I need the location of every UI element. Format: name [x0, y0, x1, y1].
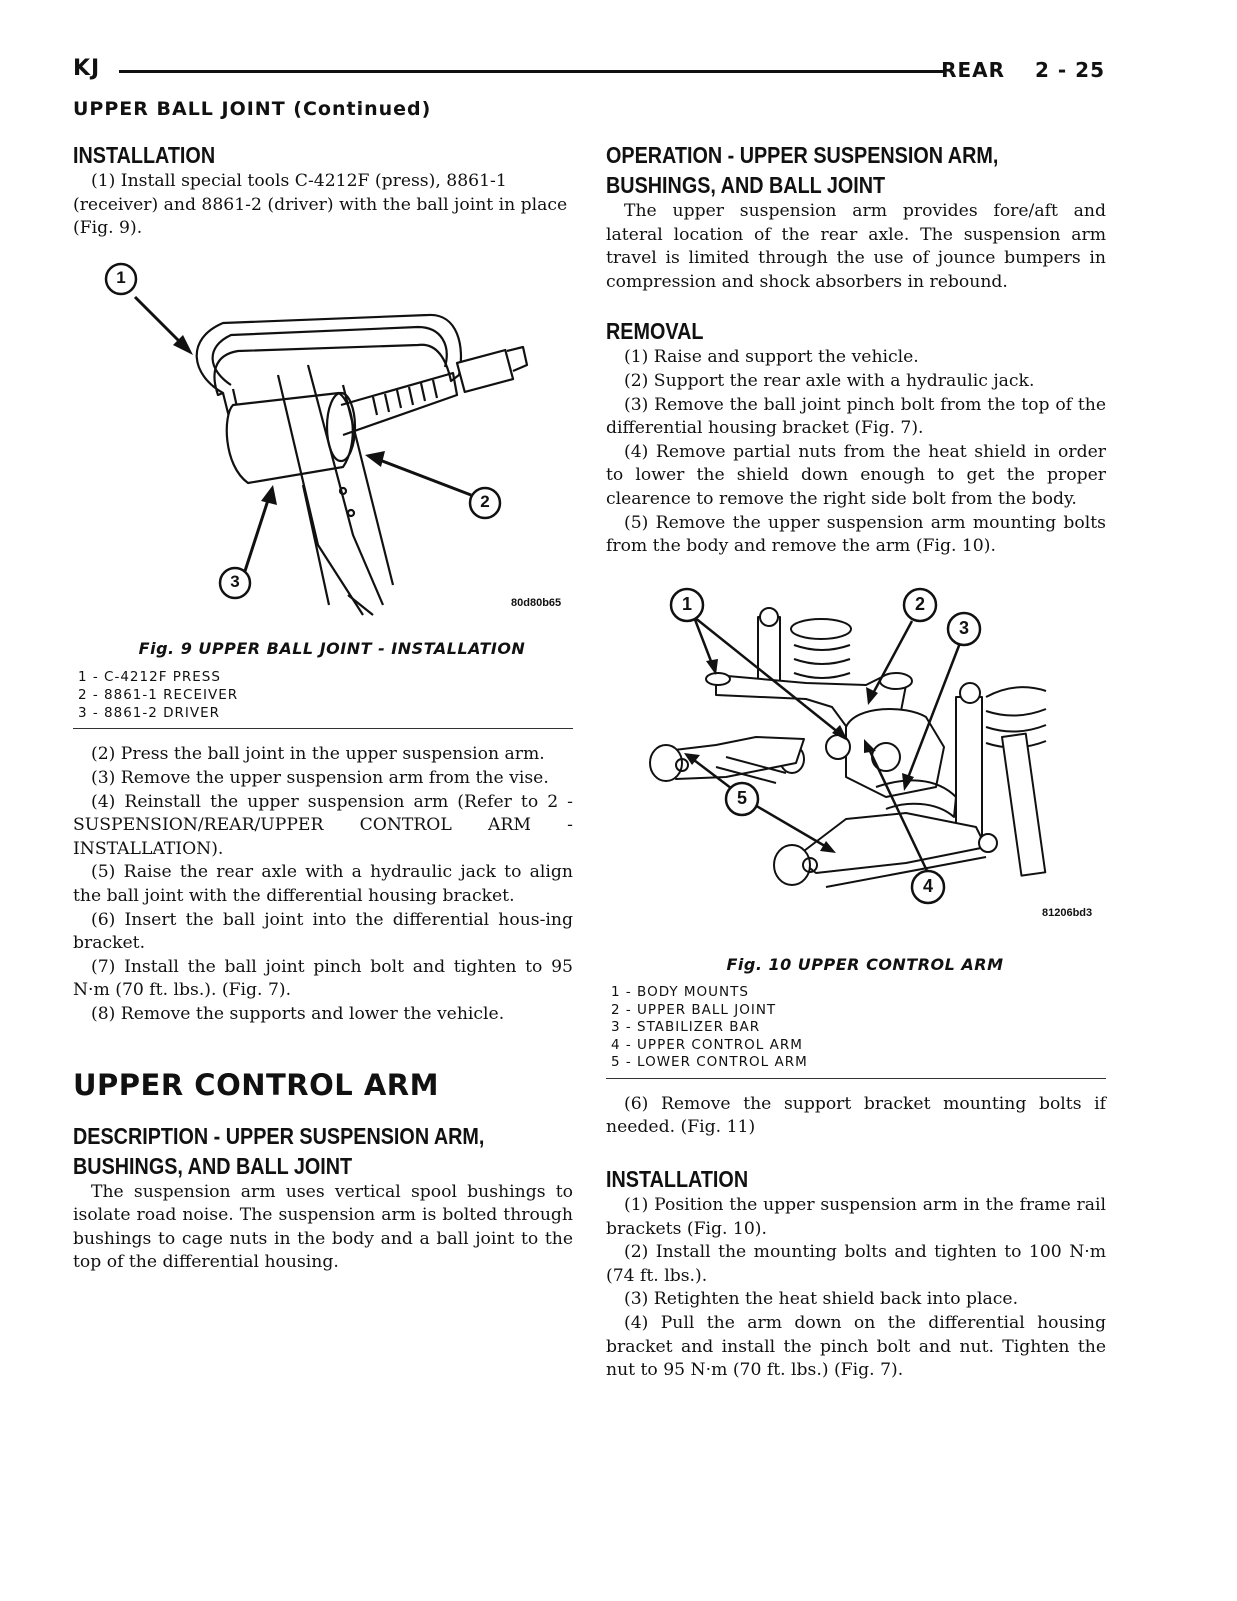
fig10-callout-2: 2 [914, 593, 925, 614]
fig10-callout-3: 3 [958, 617, 969, 638]
installation-step: (8) Remove the supports and lower the vehicle. [91, 1003, 505, 1024]
fig9-callout-2: 2 [480, 491, 490, 511]
removal-step: (1) Raise and support the vehicle. [624, 347, 919, 368]
installation-step: (2) Press the ball joint in the upper suspension arm. [91, 744, 545, 765]
installation-step: (3) Retighten the heat shield back into place. [624, 1289, 1019, 1310]
removal-step: (2) Support the rear axle with a hydraulic jack. [624, 370, 1035, 391]
fig9-callout-1: 1 [116, 267, 126, 287]
section-title: UPPER CONTROL ARM [73, 1067, 439, 1102]
installation-step: (4) Pull the arm down on the differential housing bracket and install the pinch bolt and nut. Tighten the nut to 95 N·m (70 ft. lbs.) (Fig. 7). [606, 1312, 1106, 1381]
removal-heading: REMOVAL [606, 318, 704, 345]
installation-step: (2) Install the mounting bolts and tighten to 100 N·m (74 ft. lbs.). [606, 1242, 1106, 1286]
fig10-legend-item: 2 - UPPER BALL JOINT [611, 1001, 777, 1018]
removal-step-6: (6) Remove the support bracket mounting bolts if needed. (Fig. 11) [606, 1093, 1106, 1138]
fig10-legend [611, 984, 1106, 1072]
fig9-legend-item: 1 - C-4212F PRESS [78, 669, 221, 686]
fig10-caption: Fig. 10 UPPER CONTROL ARM [726, 954, 1004, 974]
installation-heading: INSTALLATION [73, 142, 216, 168]
header-page-number: 2 - 25 [1035, 58, 1105, 82]
continued-title: UPPER BALL JOINT (Continued) [73, 98, 432, 120]
suspension-illustration [606, 587, 1106, 939]
removal-step: (5) Remove the upper suspension arm mounting bolts from the body and remove the arm (Fig. 10). [606, 512, 1106, 557]
figure-9 [73, 255, 573, 625]
installation-step: (4) Reinstall the upper suspension arm (Refer to 2 - SUSPENSION/REAR/UPPER CONTROL ARM - INSTALLATION). [73, 791, 573, 859]
description-text: The suspension arm uses vertical spool bushings to isolate road noise. The suspension arm is bolted through bushings to cage nuts in the body and a ball joint to the top of the differential housing. [73, 1181, 573, 1273]
fig10-callout-1: 1 [681, 593, 692, 614]
fig9-legend-item: 2 - 8861-1 RECEIVER [78, 687, 239, 704]
header-right [911, 58, 1105, 82]
fig10-legend-item: 4 - UPPER CONTROL ARM [611, 1036, 803, 1053]
fig9-caption: Fig. 9 UPPER BALL JOINT - INSTALLATION [138, 638, 526, 658]
fig10-callout-4: 4 [922, 875, 933, 896]
installation-step: (3) Remove the upper suspension arm from the vise. [91, 767, 549, 788]
fig9-legend [78, 668, 573, 722]
installation-heading-right: INSTALLATION [606, 1166, 749, 1192]
press-tool-illustration [73, 255, 573, 625]
fig10-code: 81206bd3 [1042, 906, 1093, 919]
description-heading: DESCRIPTION - UPPER SUSPENSION ARM, BUSHINGS, AND BALL JOINT [73, 1122, 485, 1179]
left-column [73, 140, 573, 1275]
fig9-callout-3: 3 [230, 571, 240, 591]
installation-step-1: (1) Install special tools C-4212F (press), 8861-1 (receiver) and 8861-2 (driver) with the ball joint in place (Fig. 9). [73, 171, 568, 239]
removal-step: (3) Remove the ball joint pinch bolt from the top of the differential housing bracket (Fig. 7). [606, 394, 1106, 439]
operation-text: The upper suspension arm provides fore/aft and lateral location of the rear axle. The suspension arm travel is limited through the use of jounce bumpers in compression and shock absorbers in rebound. [606, 201, 1106, 292]
fig10-legend-item: 5 - LOWER CONTROL ARM [611, 1054, 808, 1071]
fig9-code: 80d80b65 [511, 596, 562, 609]
fig10-legend-item: 3 - STABILIZER BAR [611, 1019, 761, 1036]
fig10-legend-item: 1 - BODY MOUNTS [611, 984, 749, 1001]
fig10-callout-5: 5 [736, 787, 747, 808]
installation-step: (5) Raise the rear axle with a hydraulic jack to align the ball joint with the differential housing bracket. [73, 862, 573, 906]
installation-step: (6) Insert the ball joint into the differential hous-ing bracket. [73, 909, 573, 954]
header-section: REAR [941, 58, 1006, 82]
removal-step: (4) Remove partial nuts from the heat shield in order to lower the shield down enough to get the proper clearence to remove the right side bolt from the body. [606, 441, 1106, 509]
header-rule [119, 70, 945, 73]
right-column [606, 140, 1106, 1383]
header-model: KJ [73, 56, 101, 81]
page-header [73, 56, 1105, 86]
operation-heading: OPERATION - UPPER SUSPENSION ARM, BUSHINGS, AND BALL JOINT [606, 142, 999, 198]
figure-10 [606, 587, 1106, 939]
installation-step: (1) Position the upper suspension arm in the frame rail brackets (Fig. 10). [606, 1195, 1106, 1239]
installation-step: (7) Install the ball joint pinch bolt and tighten to 95 N·m (70 ft. lbs.). (Fig. 7). [73, 956, 573, 1001]
fig9-legend-item: 3 - 8861-2 DRIVER [78, 705, 221, 722]
